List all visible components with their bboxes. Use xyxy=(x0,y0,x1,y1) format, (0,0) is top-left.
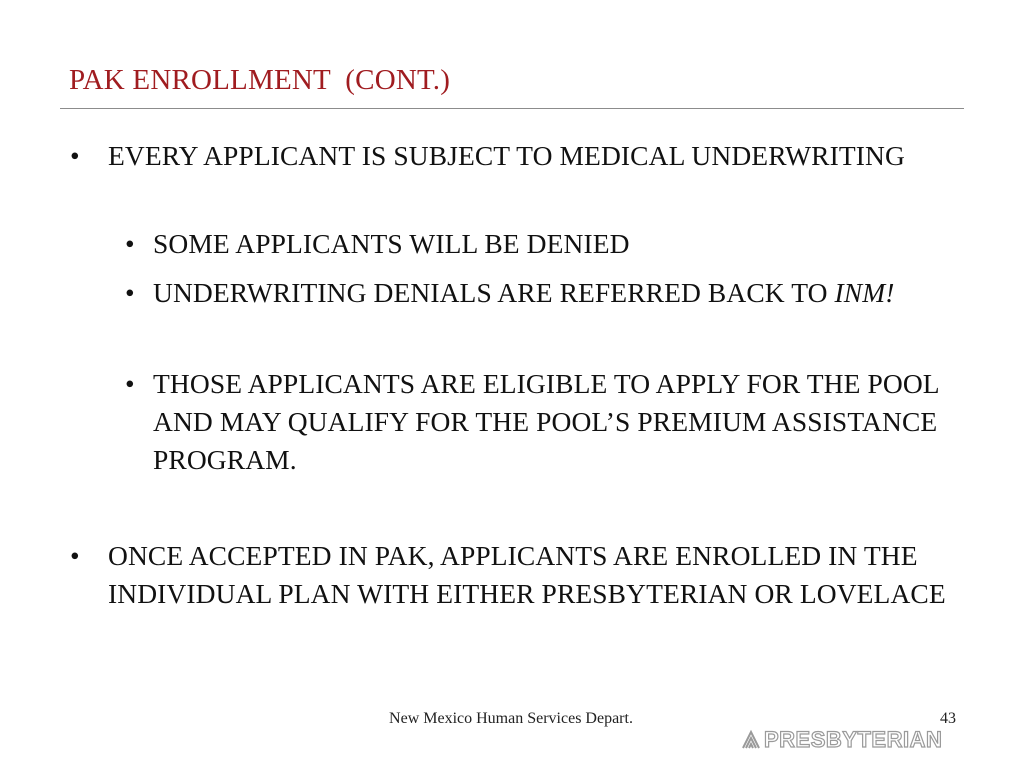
slide-title: PAK ENROLLMENT (CONT.) xyxy=(69,64,451,96)
presbyterian-logo xyxy=(740,727,942,753)
bullet-symbol: • xyxy=(70,540,80,571)
sub-bullet-item-1 xyxy=(125,225,993,263)
sub-bullet-item-2 xyxy=(125,274,993,312)
sub-bullet-text: SOME APPLICANTS WILL BE DENIED xyxy=(153,228,630,259)
page-number: 43 xyxy=(940,710,956,727)
logo-wordmark: PRESBYTERIAN xyxy=(764,727,943,752)
sub-bullet-item-3 xyxy=(125,365,993,479)
inm-emphasis: INM! xyxy=(834,277,895,308)
footer-organization: New Mexico Human Services Depart. xyxy=(389,710,633,727)
bullet-item-1 xyxy=(70,137,968,175)
bullet-symbol: • xyxy=(125,368,135,399)
sub-bullet-text: THOSE APPLICANTS ARE ELIGIBLE TO APPLY FOR THE POOL AND MAY QUALIFY FOR THE POOL’S PREMIUM ASSISTANCE PROGRAM. xyxy=(153,368,939,475)
bullet-symbol: • xyxy=(125,277,135,308)
bullet-symbol: • xyxy=(125,228,135,259)
bullet-text: ONCE ACCEPTED IN PAK, APPLICANTS ARE ENROLLED IN THE INDIVIDUAL PLAN WITH EITHER PRESBYTERIAN OR LOVELACE xyxy=(108,540,946,609)
bullet-text: EVERY APPLICANT IS SUBJECT TO MEDICAL UNDERWRITING xyxy=(108,140,905,171)
bullet-item-2 xyxy=(70,537,968,613)
sub-bullet-text: UNDERWRITING DENIALS ARE REFERRED BACK TO xyxy=(153,277,835,308)
presbyterian-logo-icon xyxy=(740,729,762,751)
title-divider xyxy=(60,108,964,109)
bullet-symbol: • xyxy=(70,140,80,171)
